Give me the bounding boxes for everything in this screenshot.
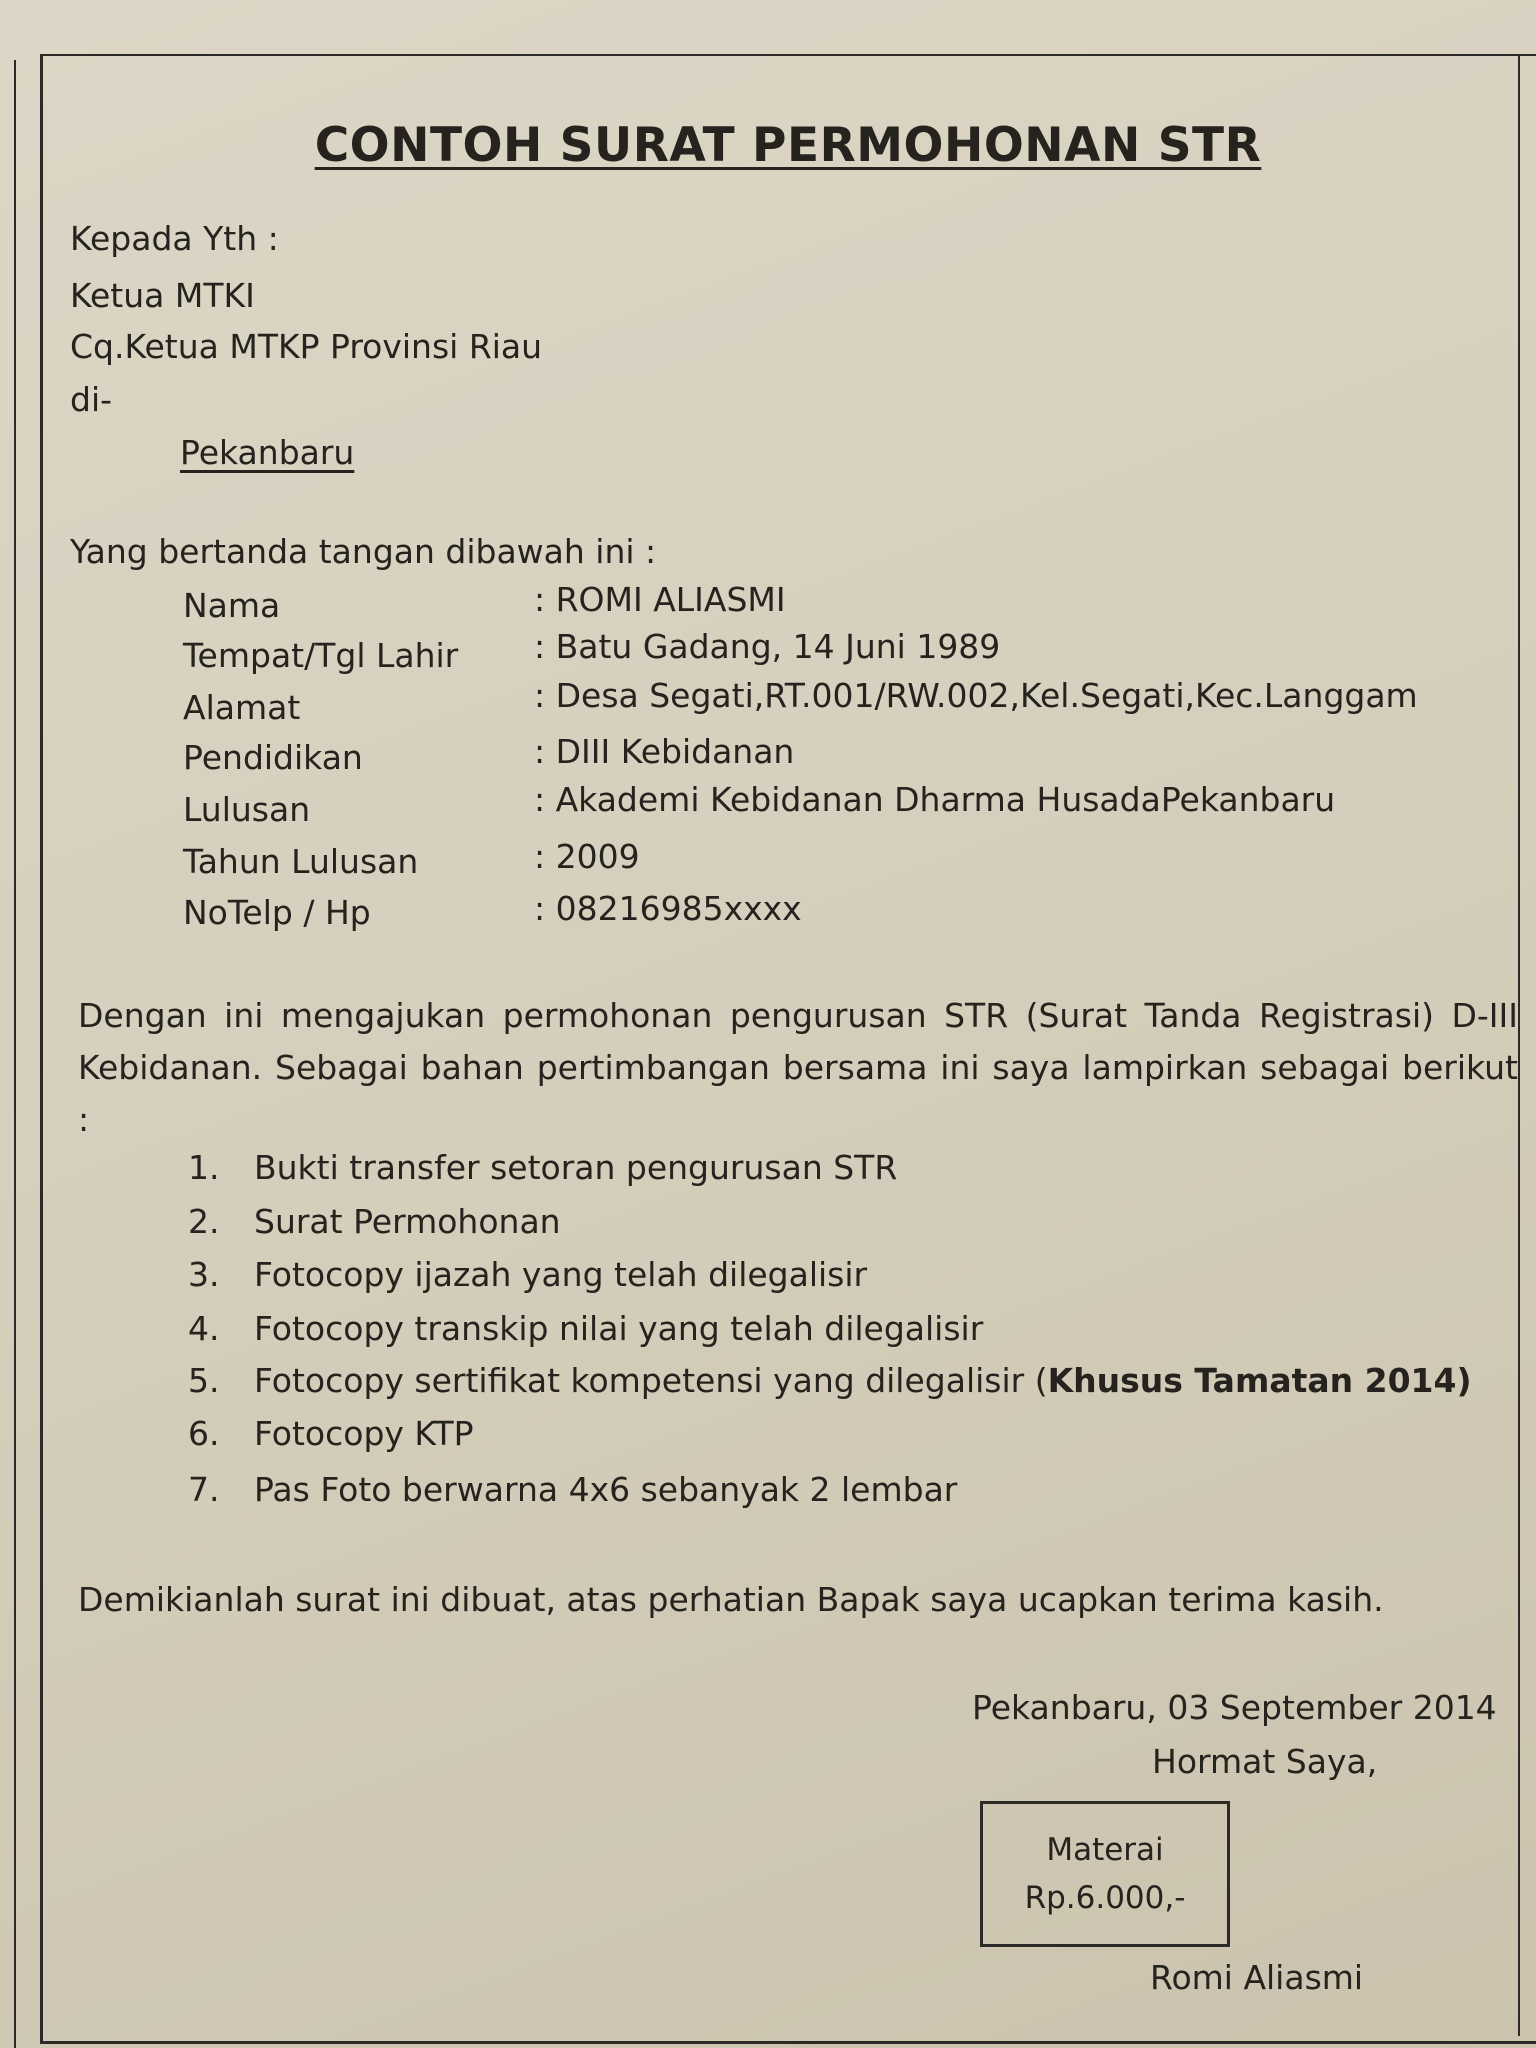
letter-title: CONTOH SURAT PERMOHONAN STR	[314, 118, 1262, 173]
field-value-tahun: : 2009	[534, 837, 640, 876]
signer-name: Romi Aliasmi	[1150, 1958, 1364, 1997]
attachment-number: 3.	[188, 1255, 220, 1294]
adjacent-page-edge	[0, 60, 16, 2048]
attachment-item: Bukti transfer setoran pengurusan STR	[254, 1148, 898, 1187]
field-label-telp: NoTelp / Hp	[183, 893, 371, 932]
attachment-item: Fotocopy ijazah yang telah dilegalisir	[254, 1255, 868, 1294]
field-label-alamat: Alamat	[183, 688, 301, 727]
attachment-number: 4.	[188, 1309, 220, 1348]
place-date: Pekanbaru, 03 September 2014	[972, 1688, 1497, 1727]
attachment-item: Fotocopy transkip nilai yang telah dilegalisir	[254, 1309, 984, 1348]
recipient-greeting: Kepada Yth :	[70, 219, 279, 258]
field-label-ttl: Tempat/Tgl Lahir	[183, 636, 459, 675]
attachment-item: Fotocopy KTP	[254, 1414, 474, 1453]
attachment-number: 2.	[188, 1202, 220, 1241]
attachment-item	[254, 1361, 1472, 1400]
field-value-lulusan: : Akademi Kebidanan Dharma HusadaPekanbaru	[534, 780, 1336, 819]
stamp-amount: Rp.6.000,-	[1024, 1880, 1186, 1916]
attachment-item-note: Khusus Tamatan 2014)	[1047, 1361, 1472, 1400]
regards: Hormat Saya,	[1152, 1742, 1378, 1781]
recipient-line-3: di-	[70, 380, 113, 419]
stamp-label: Materai	[1046, 1832, 1164, 1868]
field-value-ttl: : Batu Gadang, 14 Juni 1989	[534, 627, 1001, 666]
field-value-telp: : 08216985xxxx	[534, 889, 802, 928]
field-value-pendidikan: : DIII Kebidanan	[534, 732, 795, 771]
field-value-nama: : ROMI ALIASMI	[534, 580, 786, 619]
attachment-number: 6.	[188, 1414, 220, 1453]
closing-sentence: Demikianlah surat ini dibuat, atas perhatian Bapak saya ucapkan terima kasih.	[78, 1580, 1384, 1619]
stamp-duty-box	[980, 1801, 1230, 1947]
field-label-tahun: Tahun Lulusan	[183, 842, 419, 881]
attachment-item: Pas Foto berwarna 4x6 sebanyak 2 lembar	[254, 1470, 958, 1509]
attachment-number: 5.	[188, 1361, 220, 1400]
body-paragraph: Dengan ini mengajukan permohonan pengurusan STR (Surat Tanda Registrasi) D-III Kebidanan. Sebagai bahan pertimbangan bersama ini saya lampirkan sebagai berikut :	[78, 996, 1518, 1139]
attachment-item-text: Fotocopy sertifikat kompetensi yang dilegalisir (	[254, 1361, 1048, 1400]
intro-text: Yang bertanda tangan dibawah ini :	[70, 532, 657, 571]
field-label-lulusan: Lulusan	[183, 790, 311, 829]
field-label-pendidikan: Pendidikan	[183, 738, 363, 777]
field-label-nama: Nama	[183, 586, 281, 625]
attachment-item: Surat Permohonan	[254, 1202, 561, 1241]
recipient-line-2: Cq.Ketua MTKP Provinsi Riau	[70, 327, 543, 366]
attachment-number: 7.	[188, 1470, 220, 1509]
attachment-number: 1.	[188, 1148, 220, 1187]
recipient-city: Pekanbaru	[180, 433, 355, 472]
recipient-line-1: Ketua MTKI	[70, 276, 255, 315]
field-value-alamat: : Desa Segati,RT.001/RW.002,Kel.Segati,Kec.Langgam	[534, 676, 1418, 715]
